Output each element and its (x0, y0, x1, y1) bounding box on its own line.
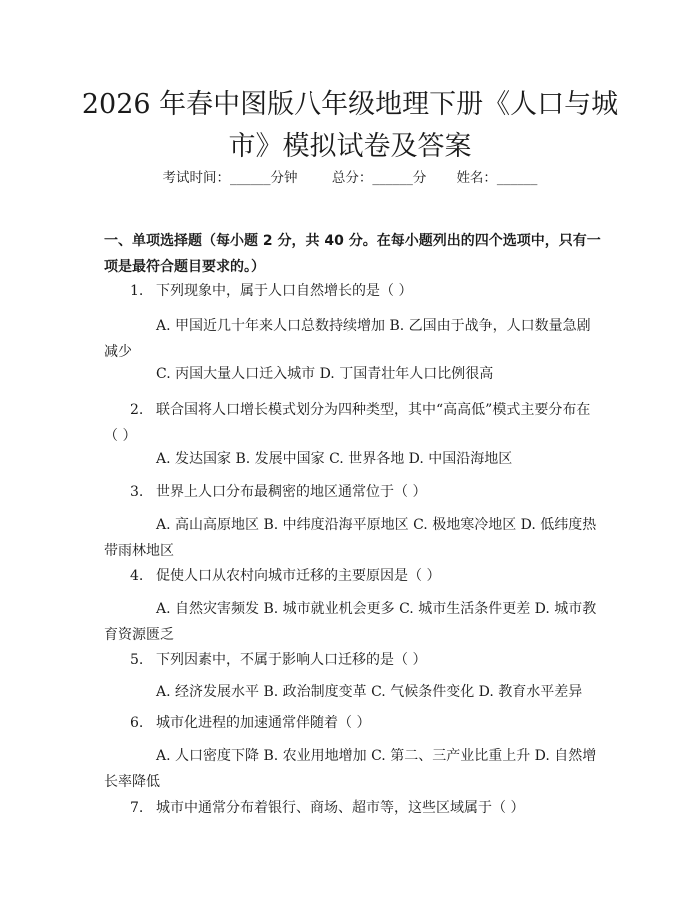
question-stem: 下列因素中，不属于影响人口迁移的是（ ） (156, 652, 427, 668)
question-number: 5. (130, 652, 144, 668)
question-stem: 促使人口从农村向城市迁移的主要原因是（ ） (156, 568, 441, 584)
question-3 (104, 480, 604, 504)
question-4-options: A. 自然灾害频发 B. 城市就业机会更多 C. 城市生活条件更差 D. 城市教育资源匮乏 (104, 601, 597, 643)
question-number: 7. (130, 800, 144, 816)
question-number: 3. (130, 484, 144, 500)
section-heading: 一、单项选择题（每小题 2 分，共 40 分。在每小题列出的四个选项中，只有一项是最符合题目要求的。） (104, 233, 601, 275)
score-field: 总分：______分 (331, 170, 427, 186)
name-field: 姓名：______ (456, 170, 538, 186)
title-line-2: 市》模拟试卷及答案 (228, 131, 472, 162)
exam-meta (0, 168, 700, 188)
question-number: 6. (130, 715, 144, 731)
question-1 (104, 279, 604, 303)
question-2-options: A. 发达国家 B. 发展中国家 C. 世界各地 D. 中国沿海地区 (156, 451, 513, 467)
question-stem: 城市化进程的加速通常伴随着（ ） (156, 715, 371, 731)
title-line-1: 2026 年春中图版八年级地理下册《人口与城 (81, 89, 619, 120)
question-stem: 下列现象中，属于人口自然增长的是（ ） (156, 283, 413, 299)
question-5-options: A. 经济发展水平 B. 政治制度变革 C. 气候条件变化 D. 教育水平差异 (156, 684, 583, 700)
question-6 (104, 711, 604, 735)
question-2 (104, 397, 604, 449)
question-stem: 城市中通常分布着银行、商场、超市等，这些区域属于（ ） (156, 800, 525, 816)
question-4 (104, 564, 604, 588)
question-1-options-a-b: A. 甲国近几十年来人口总数持续增加 B. 乙国由于战争，人口数量急剧减少 (104, 318, 591, 360)
question-5 (104, 648, 604, 672)
time-field: 考试时间：______分钟 (162, 170, 298, 186)
question-number: 2. (130, 402, 144, 418)
exam-title (60, 84, 640, 168)
question-6-options: A. 人口密度下降 B. 农业用地增加 C. 第二、三产业比重上升 D. 自然增长率降低 (104, 748, 597, 790)
question-number: 1. (130, 283, 144, 299)
question-7 (104, 796, 604, 820)
question-1-options-c-d: C. 丙国大量人口迁入城市 D. 丁国青壮年人口比例很高 (156, 366, 494, 382)
question-stem: 联合国将人口增长模式划分为四种类型，其中“高高低”模式主要分布在（ ） (104, 402, 591, 444)
question-stem: 世界上人口分布最稠密的地区通常位于（ ） (156, 484, 427, 500)
question-3-options: A. 高山高原地区 B. 中纬度沿海平原地区 C. 极地寒冷地区 D. 低纬度热带雨林地区 (104, 517, 597, 559)
question-number: 4. (130, 568, 144, 584)
